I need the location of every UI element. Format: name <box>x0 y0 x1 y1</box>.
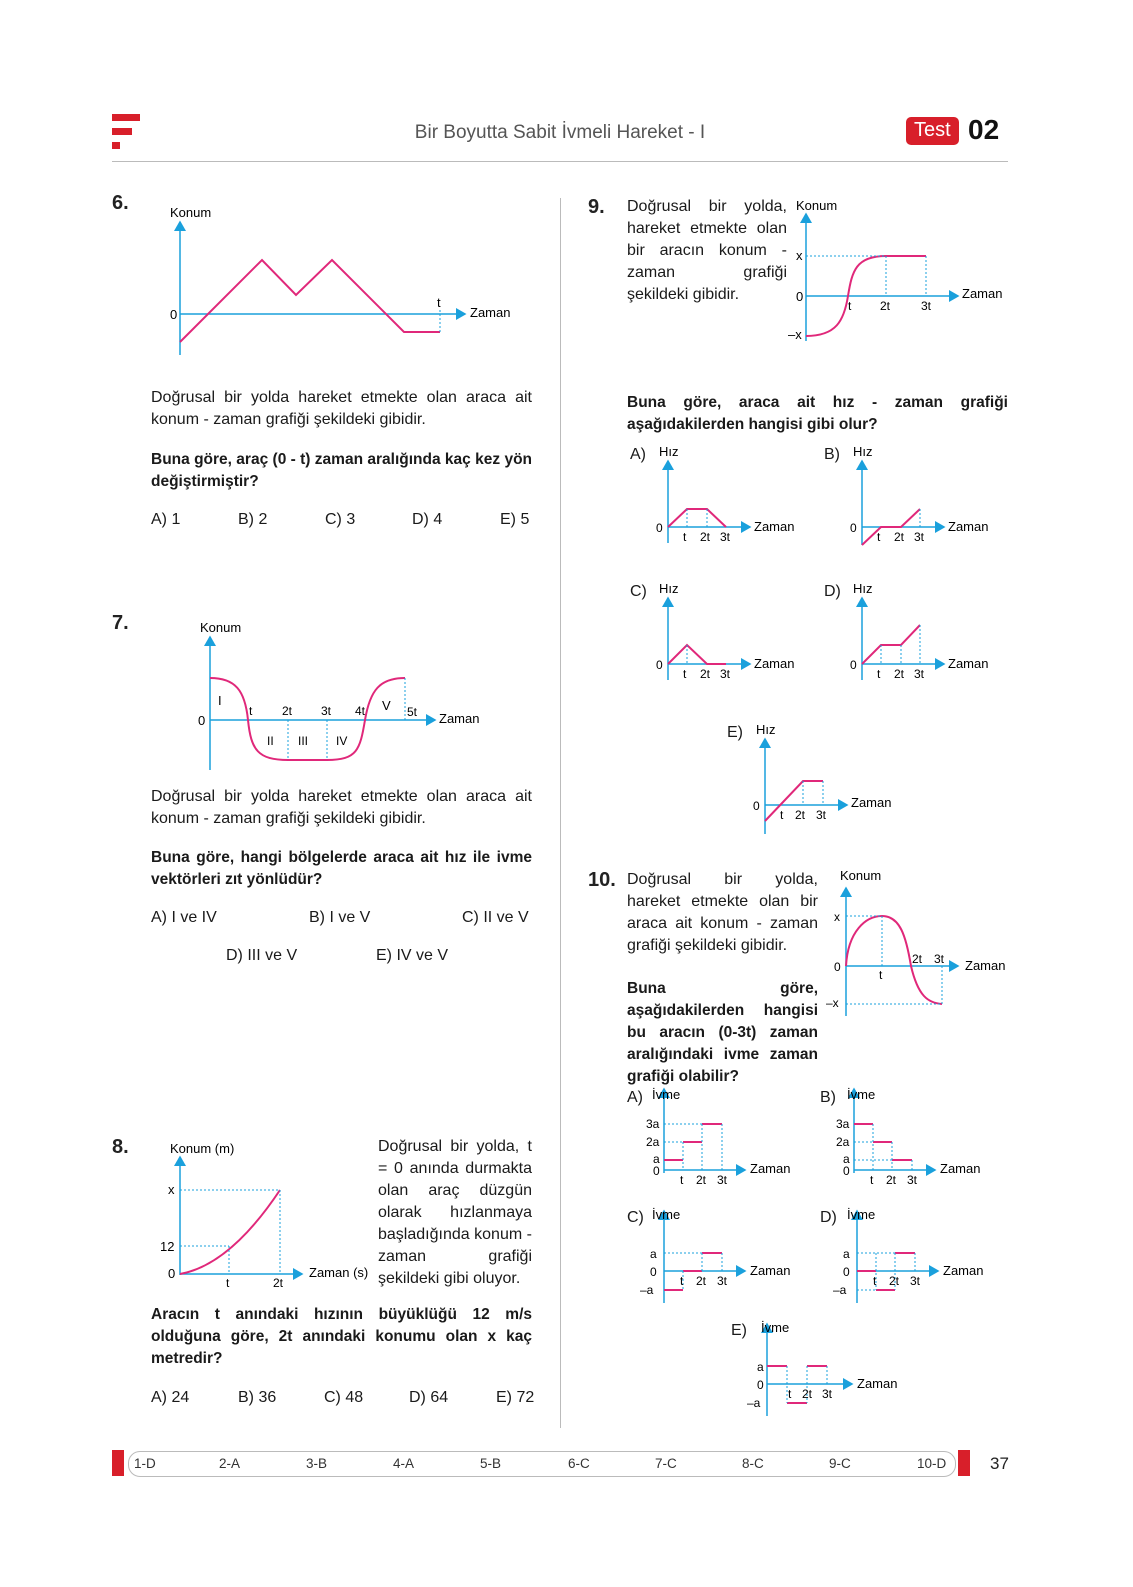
tick-t: t <box>877 530 881 544</box>
axis-label-zaman: Zaman <box>948 519 989 534</box>
q10-question-part1 <box>627 978 818 1088</box>
tick-3t: 3t <box>720 530 731 544</box>
axis-label-ivme: İvme <box>761 1320 790 1335</box>
question-10-number: 10. <box>588 869 616 891</box>
axis-label-zaman: Zaman <box>851 795 892 810</box>
q6-option-d[interactable]: D) 4 <box>412 511 443 528</box>
tick-12: 12 <box>160 1239 175 1254</box>
tick-t: t <box>870 1173 874 1187</box>
tick-negx: –x <box>788 327 802 342</box>
axis-origin: 0 <box>170 307 178 322</box>
axis-origin: 0 <box>796 289 804 304</box>
axis-label-zaman: Zaman <box>750 1161 791 1176</box>
answer-key-item: 7-C <box>655 1456 677 1471</box>
q9-question: Buna göre, araca ait hız - zaman grafiği aşağıdakilerden hangisi gibi olur? <box>627 394 1008 433</box>
tick-t: t <box>680 1173 684 1187</box>
axis-label-zaman: Zaman <box>965 958 1006 973</box>
test-number: 02 <box>968 114 1000 145</box>
answer-key-item: 8-C <box>742 1456 764 1471</box>
axis-origin: 0 <box>653 1164 660 1178</box>
tick-3t: 3t <box>934 952 945 966</box>
answer-key-item: 1-D <box>134 1456 156 1471</box>
q6-option-e[interactable]: E) 5 <box>500 511 530 528</box>
axis-label-zaman: Zaman <box>470 305 511 320</box>
region-V-label: V <box>382 698 391 713</box>
tick-2a: 2a <box>836 1135 850 1149</box>
axis-origin: 0 <box>843 1265 850 1279</box>
q7-text: Doğrusal bir yolda hareket etmekte olan araca ait konum - zaman grafiği şekildeki gibidir. <box>151 788 532 827</box>
region-IV-label: IV <box>336 734 348 748</box>
q7-question: Buna göre, hangi bölgelerde araca ait hız ile ivme vektörleri zıt yönlüdür? <box>151 849 532 888</box>
tick-3t: 3t <box>910 1274 921 1288</box>
tick-2a: 2a <box>646 1135 660 1149</box>
axis-label-ivme: İvme <box>847 1087 876 1102</box>
tick-t: t <box>680 1274 684 1288</box>
tick-3t: 3t <box>720 667 731 681</box>
tick-3t: 3t <box>717 1173 728 1187</box>
answer-key-item: 3-B <box>306 1456 328 1471</box>
q10-option-e[interactable]: E) <box>731 1322 747 1339</box>
q9-option-e-graph <box>747 721 907 836</box>
axis-label-zaman: Zaman <box>943 1263 984 1278</box>
q9-option-d[interactable]: D) <box>824 583 841 600</box>
tick-5t: 5t <box>407 705 418 719</box>
q7-option-d[interactable]: D) III ve V <box>226 947 298 964</box>
axis-label-zaman: Zaman <box>439 711 480 726</box>
q9-option-b-graph <box>844 443 1004 548</box>
tick-2t: 2t <box>696 1173 707 1187</box>
tick-x: x <box>834 910 840 924</box>
q6-option-c[interactable]: C) 3 <box>325 511 356 528</box>
tick-t: t <box>879 968 883 982</box>
q8-question: Aracın t anındaki hızının büyüklüğü 12 m/s olduğuna göre, 2t anındaki konumu olan x kaç metredir? <box>151 1306 532 1367</box>
q9-option-d-graph <box>844 580 1004 685</box>
tick-2t: 2t <box>795 808 806 822</box>
test-badge: Test <box>906 117 959 145</box>
axis-origin: 0 <box>753 799 760 813</box>
tick-3t: 3t <box>914 530 925 544</box>
tick-2t: 2t <box>894 667 905 681</box>
tick-t: t <box>683 530 687 544</box>
tick-4t: 4t <box>355 704 366 718</box>
header-divider <box>112 161 1008 162</box>
q6-graph <box>160 200 540 360</box>
tick-t: t <box>249 704 253 718</box>
question-8-number: 8. <box>112 1136 129 1158</box>
tick-x: x <box>796 248 803 263</box>
axis-label-zaman-s: Zaman (s) <box>309 1265 369 1280</box>
tick-3t: 3t <box>921 299 932 313</box>
axis-label-zaman: Zaman <box>754 519 795 534</box>
axis-label-konum: Konum <box>796 198 838 213</box>
axis-label-zaman: Zaman <box>948 656 989 671</box>
q10-option-c-graph <box>640 1203 805 1308</box>
tick-3t: 3t <box>321 704 332 718</box>
tick-x: x <box>168 1182 175 1197</box>
tick-2t: 2t <box>700 530 711 544</box>
q8-option-c[interactable]: C) 48 <box>324 1389 364 1406</box>
axis-origin: 0 <box>843 1164 850 1178</box>
q10-option-a[interactable]: A) <box>627 1089 643 1106</box>
q7-option-b[interactable]: B) I ve V <box>309 909 371 926</box>
q10-option-b-graph <box>830 1083 1008 1193</box>
q9-option-c[interactable]: C) <box>630 583 647 600</box>
axis-origin: 0 <box>850 521 857 535</box>
tick-a: a <box>843 1247 850 1261</box>
tick-nega: –a <box>640 1283 654 1297</box>
tick-t: t <box>226 1276 230 1290</box>
tick-a: a <box>653 1152 660 1166</box>
tick-3t: 3t <box>822 1387 833 1401</box>
page-number: 37 <box>990 1454 1009 1473</box>
q8-option-a[interactable]: A) 24 <box>151 1389 190 1406</box>
answer-bar-right-marker <box>958 1450 970 1476</box>
axis-origin: 0 <box>834 960 841 974</box>
column-divider <box>560 198 561 1428</box>
tick-t: t <box>780 808 784 822</box>
tick-2t: 2t <box>889 1274 900 1288</box>
tick-t: t <box>683 667 687 681</box>
axis-label-hiz: Hız <box>756 722 776 737</box>
q10-option-a-graph <box>640 1083 805 1193</box>
axis-origin: 0 <box>650 1265 657 1279</box>
q10-graph <box>826 866 1021 1026</box>
axis-origin: 0 <box>850 658 857 672</box>
axis-label-ivme: İvme <box>652 1087 681 1102</box>
tick-3t: 3t <box>907 1173 918 1187</box>
tick-2t: 2t <box>273 1276 284 1290</box>
answer-key-item: 10-D <box>917 1456 947 1471</box>
axis-label-hiz: Hız <box>853 581 873 596</box>
tick-2t: 2t <box>802 1387 813 1401</box>
tick-2t: 2t <box>696 1274 707 1288</box>
axis-label-zaman: Zaman <box>857 1376 898 1391</box>
q6-text: Doğrusal bir yolda hareket etmekte olan araca ait konum - zaman grafiği şekildeki gibidir. <box>151 389 532 428</box>
question-6-number: 6. <box>112 192 129 214</box>
brand-logo <box>110 112 142 152</box>
tick-2t: 2t <box>700 667 711 681</box>
tick-a: a <box>650 1247 657 1261</box>
q8-graph <box>160 1135 380 1295</box>
q9-option-a[interactable]: A) <box>630 446 646 463</box>
tick-nega: –a <box>833 1283 847 1297</box>
q6-option-a[interactable]: A) 1 <box>151 511 181 528</box>
question-7-number: 7. <box>112 612 129 634</box>
tick-t: t <box>877 667 881 681</box>
q7-option-e[interactable]: E) IV ve V <box>376 947 449 964</box>
q10-option-c[interactable]: C) <box>627 1209 644 1226</box>
axis-label-konum: Konum <box>840 868 882 883</box>
answer-key-item: 2-A <box>219 1456 241 1471</box>
q8-text: Doğrusal bir yolda, t = 0 anında durmakta olan araç düzgün olarak hızlanmaya başladığında konum - zaman grafiği şekildeki gibi oluyor. <box>378 1138 532 1287</box>
axis-label-ivme: İvme <box>847 1207 876 1222</box>
q10-option-e-graph <box>747 1316 912 1421</box>
q10-text: Doğrusal bir yolda, hareket etmekte olan bir araca ait konum - zaman grafiği şekildeki gibidir. <box>627 871 818 954</box>
axis-label-konum-m: Konum (m) <box>170 1141 235 1156</box>
axis-origin: 0 <box>656 658 663 672</box>
axis-label-ivme: İvme <box>652 1207 681 1222</box>
question-9-number: 9. <box>588 196 605 218</box>
q9-graph <box>786 196 1016 356</box>
tick-t: t <box>873 1274 877 1288</box>
axis-label-zaman: Zaman <box>754 656 795 671</box>
axis-label-konum: Konum <box>200 620 242 635</box>
answer-bar-left-marker <box>112 1450 124 1476</box>
answer-key-item: 6-C <box>568 1456 590 1471</box>
axis-origin: 0 <box>198 713 206 728</box>
tick-3t: 3t <box>914 667 925 681</box>
q8-option-d[interactable]: D) 64 <box>409 1389 449 1406</box>
axis-label-hiz: Hız <box>659 444 679 459</box>
tick-t: t <box>788 1387 792 1401</box>
q6-option-b[interactable]: B) 2 <box>238 511 268 528</box>
region-III-label: III <box>298 734 309 748</box>
q7-option-a[interactable]: A) I ve IV <box>151 909 217 926</box>
axis-label-zaman: Zaman <box>750 1263 791 1278</box>
answer-key-item: 4-A <box>393 1456 415 1471</box>
tick-t: t <box>848 299 852 313</box>
q9-option-b[interactable]: B) <box>824 446 840 463</box>
tick-nega: –a <box>747 1396 761 1410</box>
tick-2t: 2t <box>894 530 905 544</box>
q9-option-e[interactable]: E) <box>727 724 743 741</box>
q9-option-a-graph <box>650 443 810 548</box>
q10-question: Buna göre, aşağıdakilerden hangisi bu aracın (0-3t) zaman aralığındaki ivme zaman grafiği olabilir? <box>627 980 818 1085</box>
tick-a: a <box>757 1360 764 1374</box>
axis-label-hiz: Hız <box>659 581 679 596</box>
region-I-label: I <box>218 693 222 708</box>
tick-negx: –x <box>826 996 839 1010</box>
region-II-label: II <box>267 734 274 748</box>
q9-option-c-graph <box>650 580 810 685</box>
q9-text: Doğrusal bir yolda, hareket etmekte olan bir aracın konum - zaman grafiği şekildeki gibidir. <box>627 198 787 303</box>
tick-2t: 2t <box>282 704 293 718</box>
q6-question: Buna göre, araç (0 - t) zaman aralığında kaç kez yön değiştirmiştir? <box>151 451 532 490</box>
tick-2t: 2t <box>886 1173 897 1187</box>
axis-label-zaman: Zaman <box>940 1161 981 1176</box>
tick-2t: 2t <box>912 952 923 966</box>
tick-3a: 3a <box>836 1117 850 1131</box>
q7-option-c[interactable]: C) II ve V <box>462 909 529 926</box>
q10-option-d[interactable]: D) <box>820 1209 837 1226</box>
q10-option-d-graph <box>833 1203 1008 1308</box>
axis-origin: 0 <box>656 521 663 535</box>
axis-label-zaman: Zaman <box>962 286 1003 301</box>
tick-3t: 3t <box>717 1274 728 1288</box>
tick-a: a <box>843 1152 850 1166</box>
page-title: Bir Boyutta Sabit İvmeli Hareket - I <box>414 122 706 143</box>
tick-3a: 3a <box>646 1117 660 1131</box>
tick-2t: 2t <box>880 299 891 313</box>
answer-key-item: 9-C <box>829 1456 851 1471</box>
tick-t: t <box>437 295 441 310</box>
axis-origin: 0 <box>168 1266 176 1281</box>
axis-label-konum: Konum <box>170 205 212 220</box>
tick-3t: 3t <box>816 808 827 822</box>
axis-origin: 0 <box>757 1378 764 1392</box>
q8-option-e[interactable]: E) 72 <box>496 1389 535 1406</box>
q8-option-b[interactable]: B) 36 <box>238 1389 277 1406</box>
axis-label-hiz: Hız <box>853 444 873 459</box>
q7-graph <box>190 615 510 775</box>
answer-key-item: 5-B <box>480 1456 502 1471</box>
q10-option-b[interactable]: B) <box>820 1089 836 1106</box>
